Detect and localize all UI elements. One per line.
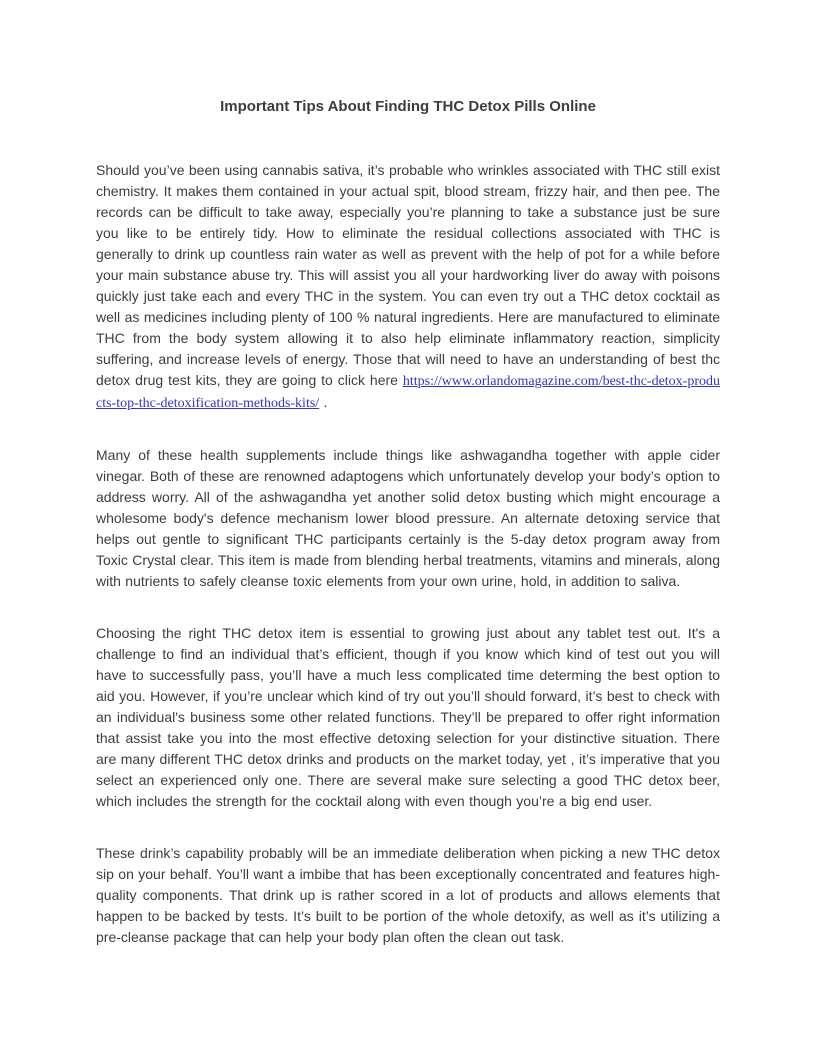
paragraph-supplements: Many of these health supplements include things like ashwagandha together with apple cider vinegar. Both of these are renowned adaptogens which unfortunately develop your body’s option to address worry. All of the ashwagandha yet another solid detox busting which might encourage a wholesome body's defence mechanism lower blood pressure. An alternate detoxing service that helps out gentle to significant THC participants certainly is the 5-day detox program away from Toxic Crystal clear. This item is made from blending herbal treatments, vitamins and minerals, along with nutrients to safely cleanse toxic elements from your own urine, hold, in addition to saliva.	[96, 447, 720, 589]
document-title: Important Tips About Finding THC Detox Pills Online	[220, 98, 596, 115]
paragraph-intro-text: Should you’ve been using cannabis sativa, it’s probable who wrinkles associated with THC still exist chemistry. It makes them contained in your actual spit, blood stream, frizzy hair, and then pee. The records can be difficult to take away, especially you’re planning to take a substance just be sure you like to be entirely tidy. How to eliminate the residual collections associated with THC is generally to drink up countless rain water as well as prevent with the help of pot for a while before your main substance abuse try. This will assist you all your hardworking liver do away with poisons quickly just take each and every THC in the system. You can even try out a THC detox cocktail as well as medicines including plenty of 100 % natural ingredients. Here are manufactured to eliminate THC from the body system allowing it to also help eliminate inflammatory reaction, simplicity suffering, and increase levels of energy. Those that will need to have an understanding of best thc detox drug test kits, they are going to click here	[96, 162, 720, 388]
paragraph-drinks: These drink’s capability probably will be an immediate deliberation when picking a new THC detox sip on your behalf. You’ll want a imbibe that has been exceptionally concentrated and features high-quality components. That drink up is rather scored in a lot of products and allows elements that happen to be backed by tests. It’s built to be portion of the whole detoxify, as well as it’s utilizing a pre-cleanse package that can help your body plan often the clean out task.	[96, 845, 720, 945]
paragraph-choosing: Choosing the right THC detox item is essential to growing just about any tablet test out. It's a challenge to find an individual that’s efficient, though if you know which kind of test out you will have to successfully pass, you’ll have a much less complicated time determing the best option to aid you. However, if you’re unclear which kind of try out you’ll should forward, it’s best to check with an individual's business some other related functions. They’ll be prepared to offer right information that assist take you into the most effective detoxing selection for your distinctive situation. There are many different THC detox drinks and products on the market today, yet , it’s imperative that you select an experienced only one. There are several make sure selecting a good THC detox beer, which includes the strength for the cocktail along with even though you’re a big end user.	[96, 625, 720, 809]
detox-kits-link[interactable]: https://www.orlandomagazine.com/best-thc-detox-products-top-thc-detoxification-methods-kits/	[96, 374, 720, 411]
paragraph-intro-suffix: .	[319, 394, 328, 410]
paragraph-intro	[96, 160, 720, 414]
